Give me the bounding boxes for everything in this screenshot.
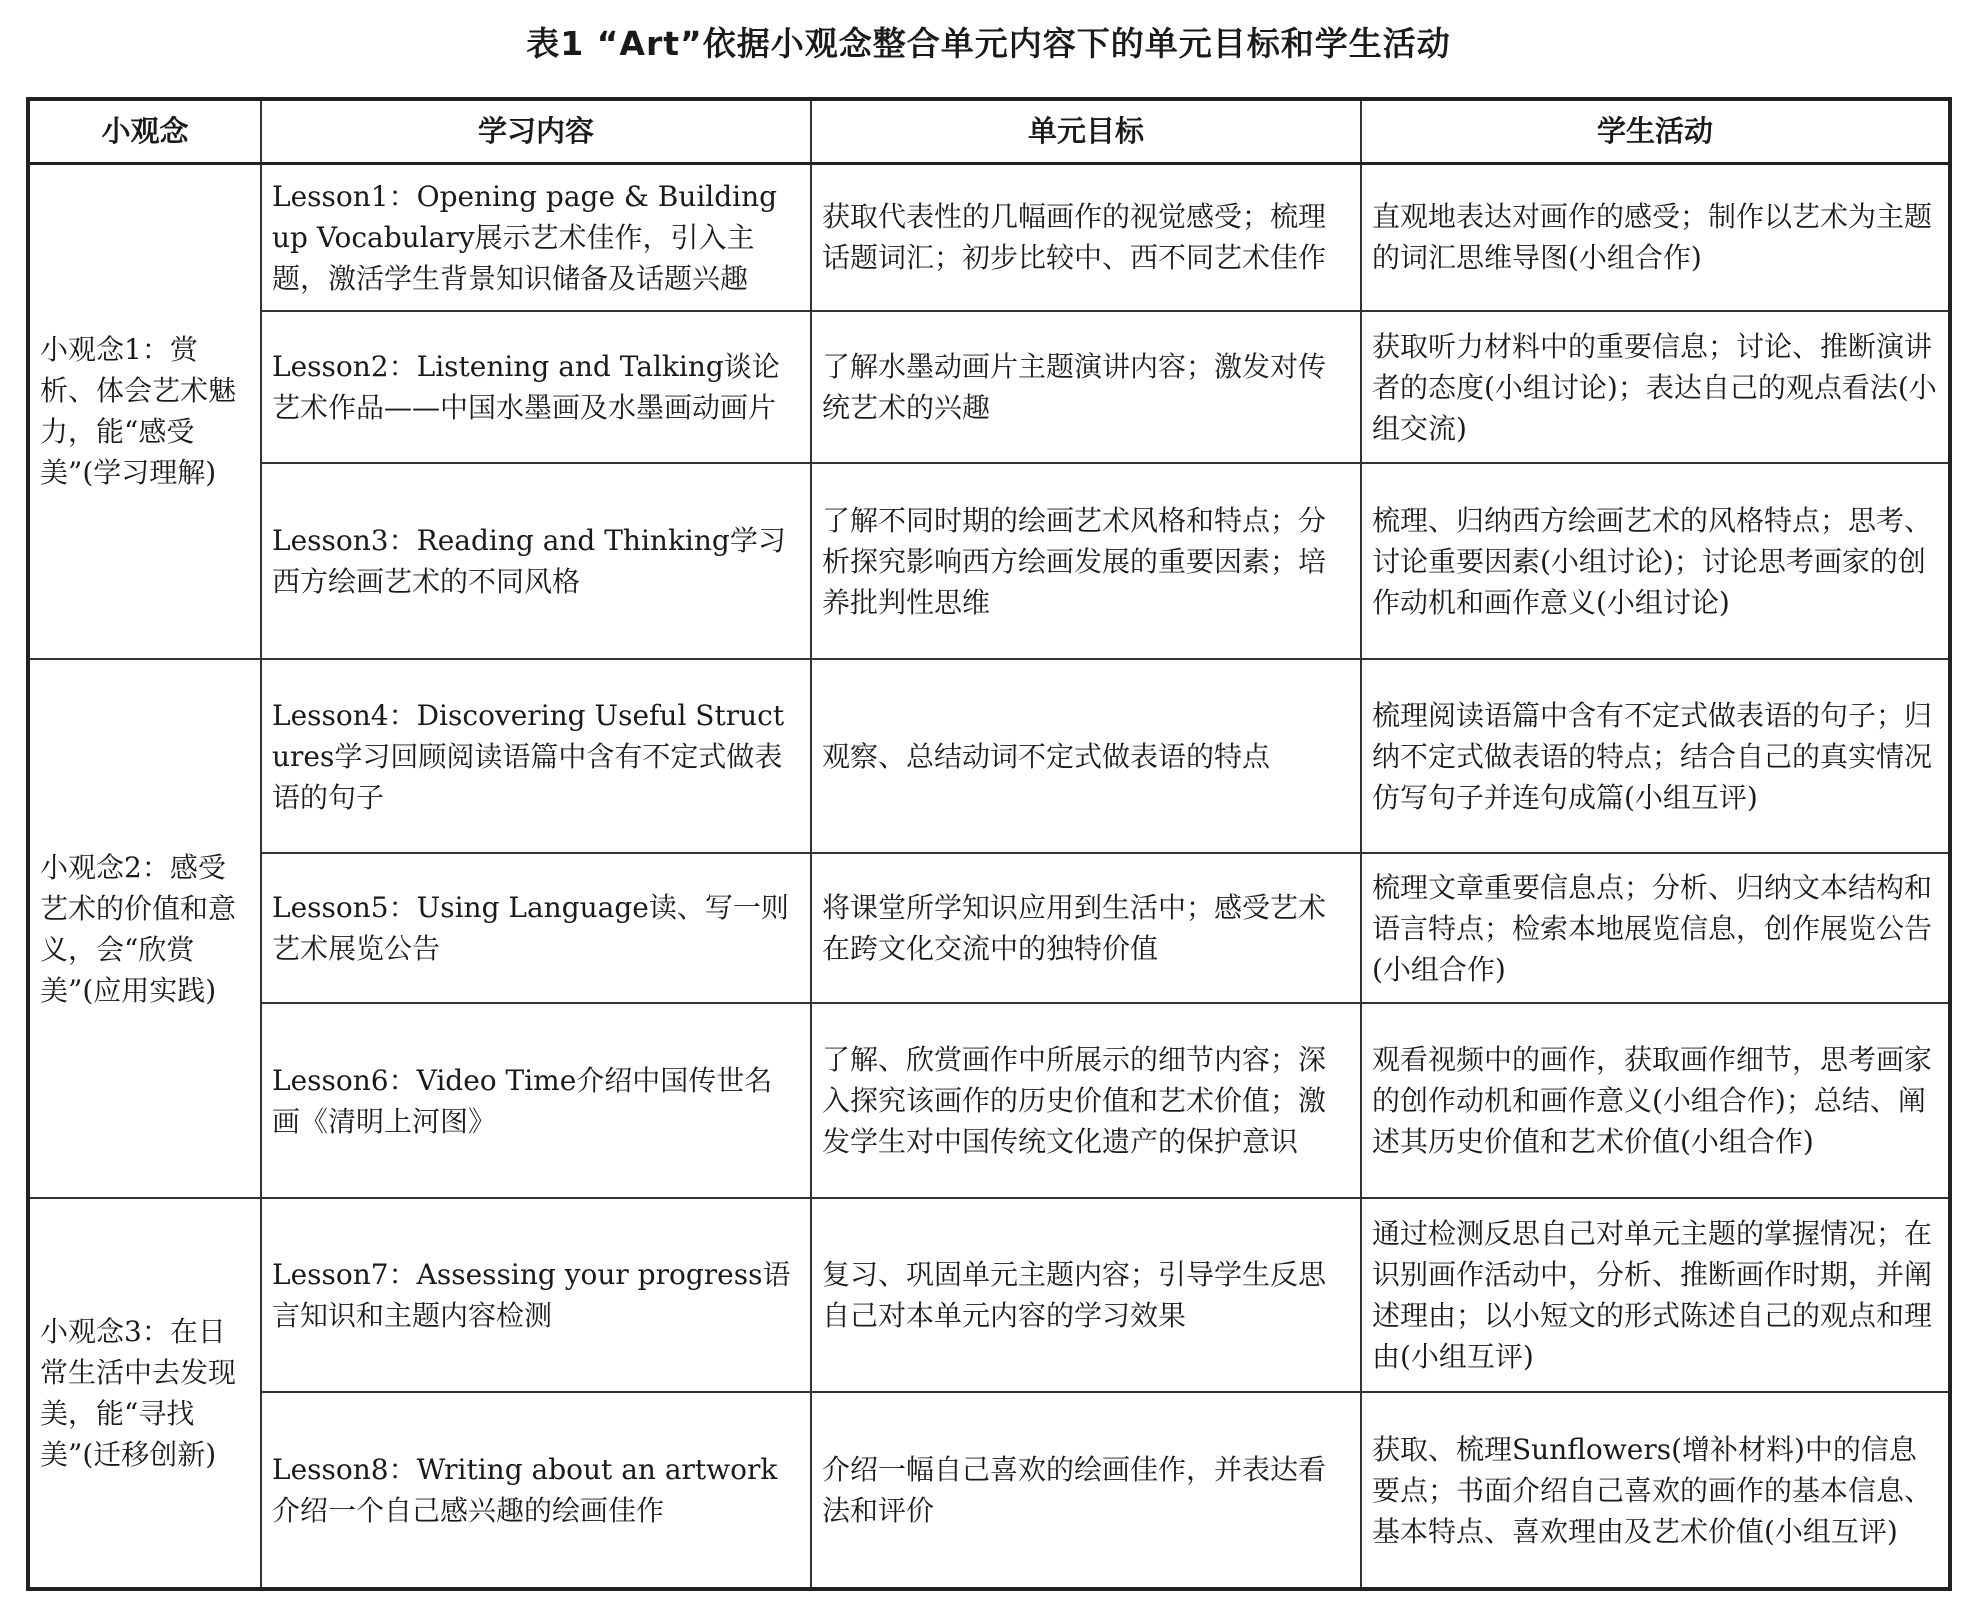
table-caption: 表1 “Art”依据小观念整合单元内容下的单元目标和学生活动 (526, 24, 1451, 63)
activity-cell: 梳理文章重要信息点；分析、归纳文本结构和语言特点；检索本地展览信息，创作展览公告(小组合作) (1361, 853, 1950, 1003)
goal-cell: 了解水墨动画片主题演讲内容；激发对传统艺术的兴趣 (811, 311, 1361, 463)
table-row (28, 853, 1950, 1003)
activity-cell: 梳理、归纳西方绘画艺术的风格特点；思考、讨论重要因素(小组讨论)；讨论思考画家的创作动机和画作意义(小组讨论) (1361, 463, 1950, 659)
content-cell: Lesson2：Listening and Talking谈论艺术作品——中国水墨画及水墨画动画片 (261, 311, 811, 463)
table-row (28, 463, 1950, 659)
content-cell: Lesson6：Video Time介绍中国传世名画《清明上河图》 (261, 1003, 811, 1198)
header-content: 学习内容 (261, 99, 811, 163)
content-cell: Lesson5：Using Language读、写一则艺术展览公告 (261, 853, 811, 1003)
content-cell: Lesson8：Writing about an artwork介绍一个自己感兴趣的绘画佳作 (261, 1392, 811, 1589)
goal-cell: 观察、总结动词不定式做表语的特点 (811, 659, 1361, 853)
unit-table (26, 97, 1952, 1591)
content-cell: Lesson7：Assessing your progress语言知识和主题内容检测 (261, 1198, 811, 1392)
table-row (28, 1003, 1950, 1198)
activity-cell: 梳理阅读语篇中含有不定式做表语的句子；归纳不定式做表语的特点；结合自己的真实情况仿写句子并连句成篇(小组互评) (1361, 659, 1950, 853)
activity-cell: 获取、梳理Sunflowers(增补材料)中的信息要点；书面介绍自己喜欢的画作的基本信息、基本特点、喜欢理由及艺术价值(小组互评) (1361, 1392, 1950, 1589)
concept-cell: 小观念3：在日常生活中去发现美，能“寻找美”(迁移创新) (28, 1198, 261, 1589)
activity-cell: 直观地表达对画作的感受；制作以艺术为主题的词汇思维导图(小组合作) (1361, 163, 1950, 311)
header-goal: 单元目标 (811, 99, 1361, 163)
content-cell: Lesson4：Discovering Useful Structures学习回顾阅读语篇中含有不定式做表语的句子 (261, 659, 811, 853)
content-cell: Lesson1：Opening page & Building up Vocabulary展示艺术佳作，引入主题，激活学生背景知识储备及话题兴趣 (261, 163, 811, 311)
table-row (28, 659, 1950, 853)
concept-cell: 小观念2：感受艺术的价值和意义，会“欣赏美”(应用实践) (28, 659, 261, 1198)
goal-cell: 复习、巩固单元主题内容；引导学生反思自己对本单元内容的学习效果 (811, 1198, 1361, 1392)
header-row (28, 99, 1950, 163)
table-row (28, 311, 1950, 463)
table-row (28, 1198, 1950, 1392)
concept-cell: 小观念1：赏析、体会艺术魅力，能“感受美”(学习理解) (28, 163, 261, 659)
content-cell: Lesson3：Reading and Thinking学习西方绘画艺术的不同风格 (261, 463, 811, 659)
goal-cell: 介绍一幅自己喜欢的绘画佳作，并表达看法和评价 (811, 1392, 1361, 1589)
table-row (28, 163, 1950, 311)
goal-cell: 了解、欣赏画作中所展示的细节内容；深入探究该画作的历史价值和艺术价值；激发学生对中国传统文化遗产的保护意识 (811, 1003, 1361, 1198)
goal-cell: 将课堂所学知识应用到生活中；感受艺术在跨文化交流中的独特价值 (811, 853, 1361, 1003)
header-concept: 小观念 (28, 99, 261, 163)
goal-cell: 了解不同时期的绘画艺术风格和特点；分析探究影响西方绘画发展的重要因素；培养批判性思维 (811, 463, 1361, 659)
activity-cell: 通过检测反思自己对单元主题的掌握情况；在识别画作活动中，分析、推断画作时期，并阐述理由；以小短文的形式陈述自己的观点和理由(小组互评) (1361, 1198, 1950, 1392)
goal-cell: 获取代表性的几幅画作的视觉感受；梳理话题词汇；初步比较中、西不同艺术佳作 (811, 163, 1361, 311)
header-activity: 学生活动 (1361, 99, 1950, 163)
activity-cell: 获取听力材料中的重要信息；讨论、推断演讲者的态度(小组讨论)；表达自己的观点看法(小组交流) (1361, 311, 1950, 463)
table-row (28, 1392, 1950, 1589)
activity-cell: 观看视频中的画作，获取画作细节，思考画家的创作动机和画作意义(小组合作)；总结、阐述其历史价值和艺术价值(小组合作) (1361, 1003, 1950, 1198)
